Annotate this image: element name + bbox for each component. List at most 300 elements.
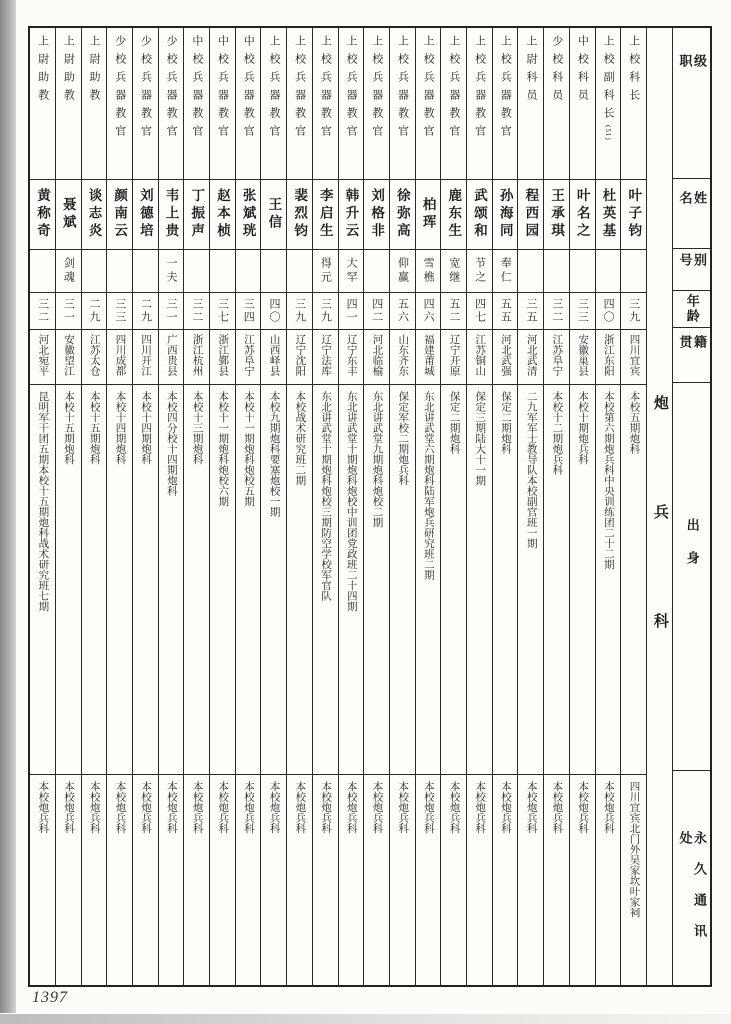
cell-name-text: 杜英基 [600, 188, 616, 241]
cell-name-text: 叶子钧 [626, 188, 642, 241]
cell-origin [390, 385, 415, 775]
page-number: 1397 [32, 989, 68, 1006]
cell-address [518, 775, 543, 985]
cell-rank-text: 上校科长 [627, 35, 640, 107]
cell-native-place [107, 330, 132, 385]
cell-native-place-text: 辽宁东丰 [345, 334, 357, 376]
cell-native-place-text: 广西贵县 [165, 334, 177, 376]
cell-address [261, 775, 286, 985]
cell-rank-text: 中校兵器教官 [190, 35, 203, 143]
cell-alias [416, 250, 441, 293]
cell-origin [133, 385, 158, 775]
cell-origin [159, 385, 184, 775]
field-label-name [673, 179, 710, 249]
cell-native-place [184, 330, 209, 385]
cell-alias-text: 雪樵 [422, 257, 435, 285]
cell-name-text: 刘格非 [369, 188, 385, 241]
cell-rank-text: 上校兵器教官 [267, 35, 280, 143]
cell-name-text: 赵本桢 [214, 188, 230, 241]
cell-rank [30, 28, 55, 180]
cell-rank [416, 28, 441, 180]
cell-alias-text: 节之 [473, 257, 486, 285]
cell-origin [184, 385, 209, 775]
cell-rank-text: 中校科员 [576, 35, 589, 107]
cell-age-text: 四二 [370, 298, 383, 324]
cell-address-text: 本校炮兵科 [551, 781, 563, 834]
person-column [81, 28, 107, 985]
person-column [569, 28, 595, 985]
cell-address [416, 775, 441, 985]
cell-alias [596, 250, 621, 293]
cell-address [467, 775, 492, 985]
cell-alias-text: 剑魂 [62, 257, 75, 285]
cell-alias [184, 250, 209, 293]
cell-age [467, 293, 492, 330]
cell-name-text: 韩升云 [343, 188, 359, 241]
cell-age [159, 293, 184, 330]
cell-name-text: 丁振声 [189, 188, 205, 241]
cell-address-text: 本校炮兵科 [140, 781, 152, 834]
cell-alias-text: 大罕 [345, 257, 358, 285]
cell-native-place-text: 河北武清 [525, 334, 537, 376]
cell-address-text: 本校炮兵科 [397, 781, 409, 834]
cell-age [210, 293, 235, 330]
cell-name-text: 叶名之 [574, 188, 590, 241]
cell-origin [210, 385, 235, 775]
cell-age [596, 293, 621, 330]
cell-age-text: 五二 [447, 298, 460, 324]
cell-rank [82, 28, 107, 180]
field-label-rank-text: 级职 [677, 54, 708, 129]
cell-alias [467, 250, 492, 293]
cell-address [82, 775, 107, 985]
cell-age [30, 293, 55, 330]
cell-rank-text: 上校兵器教官 [447, 35, 460, 143]
cell-origin [107, 385, 132, 775]
person-column [209, 28, 235, 985]
cell-origin [364, 385, 389, 775]
field-label-address-text: 永久通讯处 [677, 831, 708, 956]
cell-address-text: 本校炮兵科 [191, 781, 203, 834]
person-column [132, 28, 158, 985]
cell-name-text: 徐弥高 [394, 188, 410, 241]
cell-rank-text: 上校兵器教官 [422, 35, 435, 143]
field-label-name-text: 姓名 [677, 191, 708, 225]
cell-address-text: 本校炮兵科 [448, 781, 460, 834]
cell-alias-text: 一夫 [165, 257, 178, 285]
cell-alias [236, 250, 261, 293]
cell-name [287, 180, 312, 250]
cell-alias [544, 250, 569, 293]
cell-rank [467, 28, 492, 180]
cell-name-text: 聂斌 [60, 197, 76, 232]
cell-rank [56, 28, 81, 180]
cell-name-text: 王信 [266, 197, 282, 232]
cell-age-text: 五五 [499, 298, 512, 324]
cell-alias [493, 250, 518, 293]
cell-rank [236, 28, 261, 180]
cell-address-text: 本校炮兵科 [37, 781, 49, 834]
cell-name-text: 黄称奇 [35, 188, 51, 241]
cell-origin [570, 385, 595, 775]
cell-age [184, 293, 209, 330]
cell-name-text: 刘德培 [137, 188, 153, 241]
cell-age-text: 三二 [550, 298, 563, 324]
cell-age-text: 二九 [88, 298, 101, 324]
person-column [415, 28, 441, 985]
cell-age-text: 三九 [319, 298, 332, 324]
cell-origin-text: 本校四分校十四期炮科 [165, 391, 177, 496]
cell-age-text: 四〇 [602, 298, 615, 324]
scan-gutter-edge [0, 0, 16, 1013]
cell-name-text: 王承琪 [549, 188, 565, 241]
cell-alias [261, 250, 286, 293]
cell-native-place-text: 山西峄县 [268, 334, 280, 376]
cell-origin-text: 本校十四期炮科 [114, 391, 126, 465]
cell-age [82, 293, 107, 330]
cell-address [544, 775, 569, 985]
cell-rank [184, 28, 209, 180]
person-column [338, 28, 364, 985]
cell-origin [287, 385, 312, 775]
cell-origin-text: 保定二期炮科 [500, 391, 511, 454]
cell-alias [82, 250, 107, 293]
cell-address [390, 775, 415, 985]
cell-age-text: 三九 [627, 298, 640, 324]
field-label-rank [673, 28, 710, 179]
cell-name [261, 180, 286, 250]
cell-address [30, 775, 55, 985]
cell-origin-text: 本校战术研究班二期 [294, 391, 306, 486]
cell-native-place [570, 330, 595, 385]
person-column [235, 28, 261, 985]
cell-origin [596, 385, 621, 775]
cell-address-text: 本校炮兵科 [525, 781, 537, 834]
cell-address [339, 775, 364, 985]
cell-alias [107, 250, 132, 293]
cell-origin-text: 二九军军士教导队本校副官班一期 [525, 391, 537, 549]
cell-age-text: 三二 [36, 298, 49, 324]
cell-age [56, 293, 81, 330]
cell-rank [621, 28, 646, 180]
cell-name-text: 鹿东生 [446, 188, 462, 241]
cell-origin-text: 本校十一期炮科炮校六期 [217, 391, 229, 507]
cell-native-place [518, 330, 543, 385]
cell-name [236, 180, 261, 250]
cell-origin-text: 东北讲武堂六期炮科陆军炮兵研究班二期 [422, 391, 434, 580]
cell-name [184, 180, 209, 250]
person-column [55, 28, 81, 985]
person-column [183, 28, 209, 985]
cell-name [56, 180, 81, 250]
cell-native-place [390, 330, 415, 385]
person-column [595, 28, 621, 985]
person-column [286, 28, 312, 985]
cell-address [159, 775, 184, 985]
cell-origin-text: 本校十期炮兵科 [577, 391, 589, 465]
cell-origin [441, 385, 466, 775]
cell-name [210, 180, 235, 250]
cell-origin-text: 保定二期炮科 [448, 391, 460, 454]
cell-origin [261, 385, 286, 775]
cell-age-text: 四七 [473, 298, 486, 324]
person-column [517, 28, 543, 985]
cell-native-place-text: 河北临榆 [371, 334, 383, 376]
field-label-age [673, 291, 710, 328]
cell-rank [210, 28, 235, 180]
person-column [466, 28, 492, 985]
cell-name-text: 谈志炎 [86, 188, 102, 241]
cell-name-text: 柏珲 [420, 197, 436, 232]
cell-name [339, 180, 364, 250]
cell-native-place [493, 330, 518, 385]
cell-native-place [467, 330, 492, 385]
cell-rank [596, 28, 621, 180]
cell-rank [364, 28, 389, 180]
person-column [260, 28, 286, 985]
cell-native-place-text: 浙江鄞县 [217, 334, 229, 376]
cell-origin [544, 385, 569, 775]
cell-rank [159, 28, 184, 180]
cell-rank-text: 少校兵器教官 [165, 35, 178, 143]
cell-name-text: 裴烈钧 [292, 188, 308, 241]
cell-native-place-text: 辽宁开原 [448, 334, 460, 376]
cell-rank-text: 上尉助教 [62, 35, 75, 107]
cell-native-place-text: 江苏阜宁 [242, 334, 254, 376]
cell-origin-text: 东北讲武堂九期炮科炮校二期 [371, 391, 383, 528]
cell-origin-text: 本校十二期炮兵科 [551, 391, 563, 475]
cell-origin-text: 本校第六期炮兵科中央训练团二十二期 [602, 391, 614, 570]
cell-native-place-text: 辽宁法库 [320, 334, 332, 376]
cell-rank-text: 上校兵器教官 [473, 35, 486, 143]
cell-native-place-text: 江苏阜宁 [551, 334, 563, 376]
cell-age [518, 293, 543, 330]
cell-native-place-text: 四川成都 [114, 334, 126, 376]
cell-origin-text: 保定军校二期炮兵科 [397, 391, 409, 486]
field-label-alias-text: 别号 [677, 252, 708, 276]
cell-name [467, 180, 492, 250]
cell-origin-text: 东北讲武堂十期炮科炮校中训团党政班二十四期 [345, 391, 357, 612]
cell-address-text: 本校炮兵科 [165, 781, 177, 834]
cell-address-text: 本校炮兵科 [242, 781, 254, 834]
cell-native-place-text: 安徽望江 [63, 334, 75, 376]
cell-alias [390, 250, 415, 293]
cell-native-place [261, 330, 286, 385]
cell-native-place-text: 四川宜宾 [628, 334, 640, 376]
cell-address [364, 775, 389, 985]
cell-age-text: 四〇 [267, 298, 280, 324]
cell-origin-text: 保定三期陆大十一期 [474, 391, 486, 486]
cell-rank [287, 28, 312, 180]
cell-name [159, 180, 184, 250]
field-label-column [672, 28, 710, 985]
cell-origin-text: 本校十四期炮科 [140, 391, 152, 465]
cell-origin [313, 385, 338, 775]
cell-alias-text: 宽继 [447, 257, 460, 285]
cell-age [493, 293, 518, 330]
field-label-native-place-text: 籍贯 [677, 335, 708, 361]
cell-native-place [133, 330, 158, 385]
person-column [620, 28, 646, 985]
cell-native-place-text: 四川开江 [140, 334, 152, 376]
cell-name [82, 180, 107, 250]
cell-rank [339, 28, 364, 180]
cell-name [544, 180, 569, 250]
cell-address-text: 本校炮兵科 [500, 781, 511, 834]
cell-name [313, 180, 338, 250]
cell-native-place-text: 江苏铜山 [474, 334, 486, 376]
cell-age [339, 293, 364, 330]
cell-address-text: 本校炮兵科 [577, 781, 589, 834]
cell-rank-text: 少校科员 [550, 35, 563, 107]
field-label-alias [673, 249, 710, 292]
cell-address [236, 775, 261, 985]
cell-age [441, 293, 466, 330]
cell-age-text: 四六 [422, 298, 435, 324]
cell-native-place-text: 浙江杭州 [191, 334, 203, 376]
cell-native-place [621, 330, 646, 385]
person-column [543, 28, 569, 985]
cell-origin [416, 385, 441, 775]
cell-native-place [596, 330, 621, 385]
cell-alias [159, 250, 184, 293]
cell-address [133, 775, 158, 985]
cell-alias-text: 得元 [319, 257, 332, 285]
cell-address-text: 本校炮兵科 [268, 781, 280, 834]
scan-bottom-edge [0, 1014, 731, 1024]
cell-age [107, 293, 132, 330]
cell-address [313, 775, 338, 985]
cell-native-place-text: 河北武强 [500, 334, 511, 376]
cell-alias-text: 仰赢 [396, 257, 409, 285]
cell-address-text: 本校炮兵科 [422, 781, 434, 834]
cell-native-place [441, 330, 466, 385]
cell-name [596, 180, 621, 250]
cell-name [107, 180, 132, 250]
cell-alias [30, 250, 55, 293]
cell-rank [133, 28, 158, 180]
cell-rank [493, 28, 518, 180]
cell-native-place-text: 辽宁沈阳 [294, 334, 306, 376]
cell-alias [364, 250, 389, 293]
cell-age [261, 293, 286, 330]
cell-age-text: 五六 [396, 298, 409, 324]
cell-rank-text: 上校副科长(51) [602, 35, 615, 141]
cell-native-place [364, 330, 389, 385]
cell-rank [570, 28, 595, 180]
cell-name [30, 180, 55, 250]
cell-name-text: 张斌珖 [240, 188, 256, 241]
cell-native-place-text: 安徽巢县 [577, 334, 589, 376]
cell-native-place [287, 330, 312, 385]
cell-rank-text: 上尉科员 [524, 35, 537, 107]
cell-rank-text: 上校兵器教官 [293, 35, 306, 143]
cell-age [621, 293, 646, 330]
personnel-table [28, 26, 712, 987]
cell-address [56, 775, 81, 985]
cell-address-text: 本校炮兵科 [217, 781, 229, 834]
cell-alias [441, 250, 466, 293]
cell-age [133, 293, 158, 330]
cell-origin-text: 本校十五期炮科 [88, 391, 100, 465]
cell-native-place [159, 330, 184, 385]
cell-origin [30, 385, 55, 775]
cell-age-text: 三一 [62, 298, 75, 324]
cell-origin-text: 本校五期炮科 [628, 391, 640, 454]
cell-name [570, 180, 595, 250]
cell-age [287, 293, 312, 330]
cell-name-text: 孙海同 [497, 188, 513, 241]
cell-age-text: 三三 [576, 298, 589, 324]
cell-rank-text: 少校兵器教官 [139, 35, 152, 143]
cell-rank-text: 中校兵器教官 [216, 35, 229, 143]
cell-age-text: 三三 [113, 298, 126, 324]
cell-alias [518, 250, 543, 293]
cell-name-text: 武颂和 [471, 188, 487, 241]
cell-age [544, 293, 569, 330]
cell-native-place [56, 330, 81, 385]
cell-rank [261, 28, 286, 180]
cell-origin [236, 385, 261, 775]
section-title: 炮兵科 [651, 395, 668, 722]
cell-age-text: 三一 [165, 298, 178, 324]
cell-name-text: 程西园 [523, 188, 539, 241]
cell-name [364, 180, 389, 250]
cell-address [107, 775, 132, 985]
cell-age [416, 293, 441, 330]
cell-age-text: 三五 [524, 298, 537, 324]
cell-name [493, 180, 518, 250]
cell-native-place [30, 330, 55, 385]
cell-address-text: 本校炮兵科 [114, 781, 126, 834]
cell-age-text: 三二 [190, 298, 203, 324]
cell-native-place [210, 330, 235, 385]
cell-origin-text: 东北讲武堂十期炮科炮校三期防空学校军官队 [320, 391, 332, 601]
field-label-origin-text: 出身 [684, 517, 700, 584]
cell-address-text: 本校炮兵科 [63, 781, 75, 834]
cell-rank-text: 上校兵器教官 [345, 35, 358, 143]
cell-alias [133, 250, 158, 293]
cell-rank [518, 28, 543, 180]
cell-rank [441, 28, 466, 180]
cell-origin-text: 本校九期炮科要塞炮校一期 [268, 391, 280, 517]
cell-rank-text: 少校兵器教官 [113, 35, 126, 143]
cell-age [313, 293, 338, 330]
field-label-origin [673, 383, 710, 771]
cell-name-text: 颜南云 [112, 188, 128, 241]
cell-origin [493, 385, 518, 775]
cell-address-text: 本校炮兵科 [602, 781, 614, 834]
cell-origin [82, 385, 107, 775]
cell-name [441, 180, 466, 250]
cell-rank-text: 上尉助教 [36, 35, 49, 107]
cell-address [184, 775, 209, 985]
cell-native-place [236, 330, 261, 385]
cell-origin [518, 385, 543, 775]
cell-rank-text: 上校兵器教官 [499, 35, 512, 143]
cell-origin-text: 昆明军干团五期本校十五期炮科战术研究班七期 [37, 391, 49, 612]
cell-native-place-text: 江苏太仓 [88, 334, 100, 376]
cell-native-place-text: 浙江东阳 [602, 334, 614, 376]
cell-age [364, 293, 389, 330]
cell-origin-text: 本校十三期炮科 [191, 391, 203, 465]
person-column [389, 28, 415, 985]
cell-age [390, 293, 415, 330]
cell-name [518, 180, 543, 250]
cell-age-text: 四一 [345, 298, 358, 324]
field-label-address [673, 771, 710, 985]
cell-rank-text: 上尉助教 [88, 35, 101, 107]
